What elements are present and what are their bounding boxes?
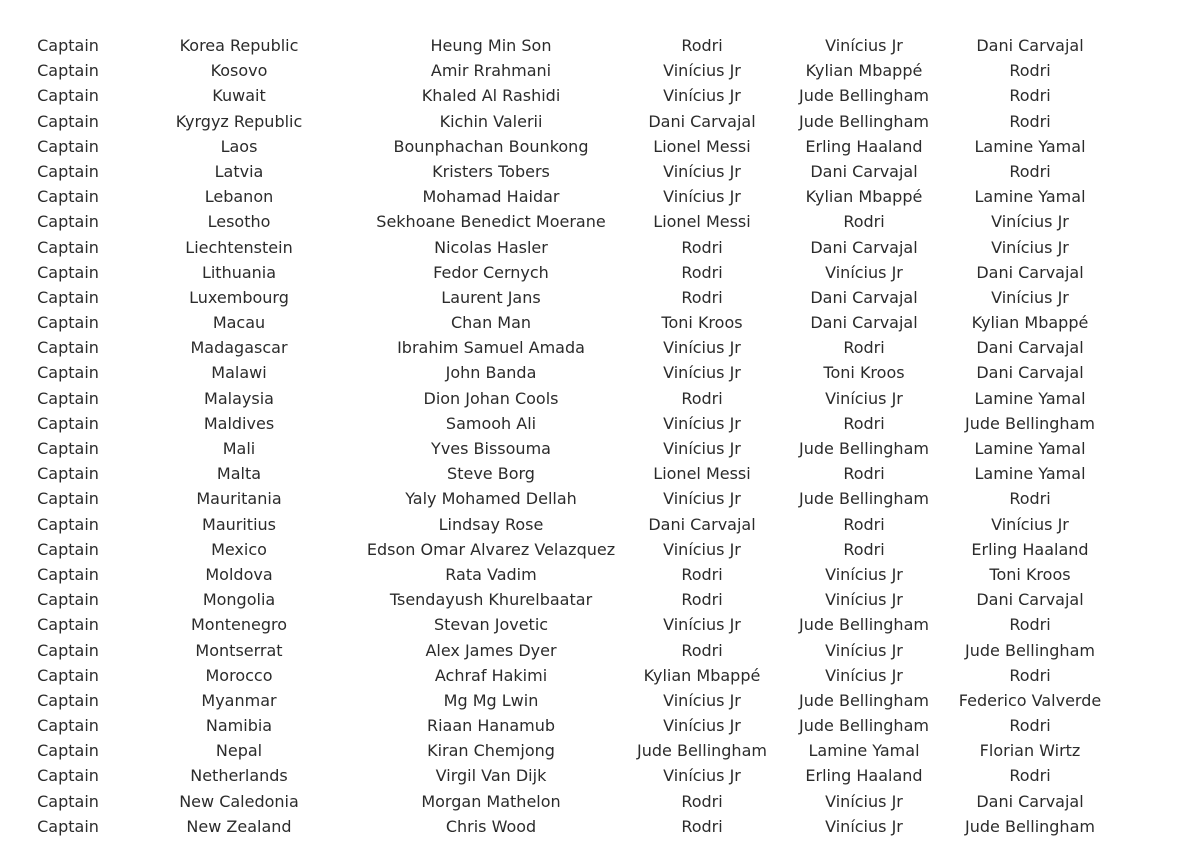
table-row xyxy=(0,260,1200,285)
first-choice-cell: Vinícius Jr xyxy=(663,716,741,736)
voter-name-cell: Riaan Hanamub xyxy=(426,716,556,736)
country-cell: Liechtenstein xyxy=(185,237,293,257)
voter-name-cell: Ibrahim Samuel Amada xyxy=(397,338,585,358)
second-choice-cell: Rodri xyxy=(843,464,885,484)
country-cell: Latvia xyxy=(214,161,264,181)
country-cell: Mongolia xyxy=(202,590,276,610)
voter-name-cell: Mohamad Haidar xyxy=(422,187,560,207)
first-choice-cell: Vinícius Jr xyxy=(663,413,741,433)
table-row xyxy=(0,134,1200,159)
first-choice-cell: Vinícius Jr xyxy=(663,61,741,81)
country-cell: Lesotho xyxy=(207,212,271,232)
first-choice-cell: Lionel Messi xyxy=(653,464,751,484)
first-choice-cell: Vinícius Jr xyxy=(663,690,741,710)
country-cell: Kyrgyz Republic xyxy=(175,111,303,131)
role-cell: Captain xyxy=(37,262,99,282)
third-choice-cell: Rodri xyxy=(1009,665,1051,685)
second-choice-cell: Jude Bellingham xyxy=(799,111,929,131)
third-choice-cell: Lamine Yamal xyxy=(974,439,1086,458)
table-row xyxy=(0,83,1200,108)
second-choice-cell: Dani Carvajal xyxy=(810,313,918,333)
voter-name-cell: Chris Wood xyxy=(445,816,537,836)
first-choice-cell: Dani Carvajal xyxy=(648,111,756,131)
table-row xyxy=(0,486,1200,511)
first-choice-cell: Vinícius Jr xyxy=(663,439,741,458)
role-cell: Captain xyxy=(37,741,99,761)
first-choice-cell: Rodri xyxy=(681,388,723,408)
third-choice-cell: Rodri xyxy=(1009,86,1051,106)
voter-name-cell: Mg Mg Lwin xyxy=(443,690,539,710)
table-row xyxy=(0,512,1200,537)
role-cell: Captain xyxy=(37,464,99,484)
first-choice-cell: Rodri xyxy=(681,640,723,660)
voter-name-cell: John Banda xyxy=(445,363,537,383)
voter-name-cell: Kichin Valerii xyxy=(439,111,543,131)
second-choice-cell: Erling Haaland xyxy=(805,766,923,786)
second-choice-cell: Vinícius Jr xyxy=(825,816,903,836)
third-choice-cell: Erling Haaland xyxy=(971,539,1089,559)
third-choice-cell: Toni Kroos xyxy=(989,564,1071,584)
country-cell: Macau xyxy=(212,313,266,333)
country-cell: Namibia xyxy=(205,716,273,736)
second-choice-cell: Jude Bellingham xyxy=(799,86,929,106)
second-choice-cell: Dani Carvajal xyxy=(810,237,918,257)
table-row xyxy=(0,209,1200,234)
second-choice-cell: Rodri xyxy=(843,539,885,559)
role-cell: Captain xyxy=(37,136,99,156)
country-cell: Nepal xyxy=(215,741,263,761)
country-cell: Madagascar xyxy=(190,338,288,358)
second-choice-cell: Lamine Yamal xyxy=(808,741,920,761)
first-choice-cell: Toni Kroos xyxy=(661,313,743,333)
second-choice-cell: Vinícius Jr xyxy=(825,791,903,811)
first-choice-cell: Lionel Messi xyxy=(653,212,751,232)
table-row xyxy=(0,184,1200,209)
table-row xyxy=(0,411,1200,436)
country-cell: Moldova xyxy=(205,564,273,584)
voter-name-cell: Virgil Van Dijk xyxy=(435,766,547,786)
table-row xyxy=(0,386,1200,411)
role-cell: Captain xyxy=(37,539,99,559)
second-choice-cell: Rodri xyxy=(843,338,885,358)
third-choice-cell: Dani Carvajal xyxy=(976,791,1084,811)
role-cell: Captain xyxy=(37,338,99,358)
second-choice-cell: Jude Bellingham xyxy=(799,439,929,458)
table-row xyxy=(0,663,1200,688)
third-choice-cell: Rodri xyxy=(1009,766,1051,786)
third-choice-cell: Rodri xyxy=(1009,716,1051,736)
role-cell: Captain xyxy=(37,36,99,55)
voting-table xyxy=(0,33,1200,839)
first-choice-cell: Vinícius Jr xyxy=(663,766,741,786)
voter-name-cell: Edson Omar Alvarez Velazquez xyxy=(366,539,616,559)
country-cell: Montenegro xyxy=(190,615,288,635)
country-cell: Mali xyxy=(222,439,256,458)
third-choice-cell: Vinícius Jr xyxy=(991,237,1069,257)
second-choice-cell: Vinícius Jr xyxy=(825,665,903,685)
first-choice-cell: Vinícius Jr xyxy=(663,86,741,106)
role-cell: Captain xyxy=(37,489,99,509)
country-cell: Lithuania xyxy=(201,262,277,282)
country-cell: New Zealand xyxy=(186,816,292,836)
third-choice-cell: Florian Wirtz xyxy=(979,741,1081,761)
third-choice-cell: Dani Carvajal xyxy=(976,338,1084,358)
third-choice-cell: Rodri xyxy=(1009,489,1051,509)
table-row xyxy=(0,335,1200,360)
country-cell: Kosovo xyxy=(210,61,268,81)
table-row xyxy=(0,461,1200,486)
second-choice-cell: Vinícius Jr xyxy=(825,640,903,660)
role-cell: Captain xyxy=(37,413,99,433)
third-choice-cell: Vinícius Jr xyxy=(991,514,1069,534)
role-cell: Captain xyxy=(37,313,99,333)
voter-name-cell: Dion Johan Cools xyxy=(423,388,559,408)
second-choice-cell: Erling Haaland xyxy=(805,136,923,156)
role-cell: Captain xyxy=(37,564,99,584)
country-cell: Laos xyxy=(220,136,258,156)
table-row xyxy=(0,638,1200,663)
table-row xyxy=(0,738,1200,763)
table-row xyxy=(0,713,1200,738)
table-row xyxy=(0,436,1200,461)
second-choice-cell: Vinícius Jr xyxy=(825,36,903,55)
first-choice-cell: Vinícius Jr xyxy=(663,539,741,559)
first-choice-cell: Rodri xyxy=(681,816,723,836)
role-cell: Captain xyxy=(37,363,99,383)
role-cell: Captain xyxy=(37,690,99,710)
first-choice-cell: Rodri xyxy=(681,564,723,584)
first-choice-cell: Rodri xyxy=(681,590,723,610)
first-choice-cell: Vinícius Jr xyxy=(663,187,741,207)
voter-name-cell: Yves Bissouma xyxy=(431,439,551,458)
second-choice-cell: Jude Bellingham xyxy=(799,615,929,635)
first-choice-cell: Rodri xyxy=(681,791,723,811)
role-cell: Captain xyxy=(37,212,99,232)
voter-name-cell: Laurent Jans xyxy=(441,287,541,307)
third-choice-cell: Dani Carvajal xyxy=(976,590,1084,610)
table-row xyxy=(0,688,1200,713)
voter-name-cell: Tsendayush Khurelbaatar xyxy=(389,590,593,610)
role-cell: Captain xyxy=(37,237,99,257)
second-choice-cell: Jude Bellingham xyxy=(799,716,929,736)
role-cell: Captain xyxy=(37,716,99,736)
table-row xyxy=(0,763,1200,788)
role-cell: Captain xyxy=(37,615,99,635)
first-choice-cell: Rodri xyxy=(681,262,723,282)
first-choice-cell: Rodri xyxy=(681,36,723,55)
table-row xyxy=(0,285,1200,310)
role-cell: Captain xyxy=(37,766,99,786)
role-cell: Captain xyxy=(37,791,99,811)
country-cell: Luxembourg xyxy=(189,287,289,307)
role-cell: Captain xyxy=(37,187,99,207)
second-choice-cell: Rodri xyxy=(843,413,885,433)
third-choice-cell: Lamine Yamal xyxy=(974,464,1086,484)
table-row xyxy=(0,235,1200,260)
voter-name-cell: Lindsay Rose xyxy=(438,514,544,534)
table-row xyxy=(0,537,1200,562)
role-cell: Captain xyxy=(37,514,99,534)
table-row xyxy=(0,562,1200,587)
third-choice-cell: Lamine Yamal xyxy=(974,187,1086,207)
table-row xyxy=(0,58,1200,83)
third-choice-cell: Vinícius Jr xyxy=(991,212,1069,232)
voter-name-cell: Amir Rrahmani xyxy=(430,61,552,81)
third-choice-cell: Rodri xyxy=(1009,161,1051,181)
voter-name-cell: Morgan Mathelon xyxy=(421,791,561,811)
country-cell: Mauritius xyxy=(202,514,276,534)
country-cell: Korea Republic xyxy=(179,36,299,55)
first-choice-cell: Rodri xyxy=(681,287,723,307)
role-cell: Captain xyxy=(37,287,99,307)
third-choice-cell: Rodri xyxy=(1009,615,1051,635)
voter-name-cell: Khaled Al Rashidi xyxy=(421,86,561,106)
country-cell: Myanmar xyxy=(201,690,277,710)
voter-name-cell: Bounphachan Bounkong xyxy=(393,136,589,156)
third-choice-cell: Dani Carvajal xyxy=(976,262,1084,282)
role-cell: Captain xyxy=(37,86,99,106)
role-cell: Captain xyxy=(37,665,99,685)
role-cell: Captain xyxy=(37,816,99,836)
voter-name-cell: Yaly Mohamed Dellah xyxy=(405,489,577,509)
first-choice-cell: Vinícius Jr xyxy=(663,615,741,635)
voter-name-cell: Alex James Dyer xyxy=(425,640,557,660)
voter-name-cell: Fedor Cernych xyxy=(433,262,549,282)
second-choice-cell: Kylian Mbappé xyxy=(805,187,923,207)
first-choice-cell: Vinícius Jr xyxy=(663,489,741,509)
voter-name-cell: Kristers Tobers xyxy=(432,161,550,181)
country-cell: Lebanon xyxy=(204,187,274,207)
voter-name-cell: Steve Borg xyxy=(447,464,535,484)
country-cell: New Caledonia xyxy=(179,791,299,811)
voter-name-cell: Rata Vadim xyxy=(445,564,537,584)
third-choice-cell: Lamine Yamal xyxy=(974,136,1086,156)
second-choice-cell: Kylian Mbappé xyxy=(805,61,923,81)
role-cell: Captain xyxy=(37,439,99,458)
voter-name-cell: Stevan Jovetic xyxy=(433,615,549,635)
country-cell: Mexico xyxy=(211,539,267,559)
third-choice-cell: Jude Bellingham xyxy=(965,413,1095,433)
second-choice-cell: Rodri xyxy=(843,212,885,232)
country-cell: Kuwait xyxy=(212,86,266,106)
voter-name-cell: Samooh Ali xyxy=(445,413,537,433)
country-cell: Malaysia xyxy=(204,388,274,408)
second-choice-cell: Vinícius Jr xyxy=(825,262,903,282)
first-choice-cell: Vinícius Jr xyxy=(663,363,741,383)
third-choice-cell: Jude Bellingham xyxy=(965,640,1095,660)
table-row xyxy=(0,587,1200,612)
second-choice-cell: Vinícius Jr xyxy=(825,564,903,584)
country-cell: Maldives xyxy=(203,413,275,433)
voter-name-cell: Chan Man xyxy=(450,313,532,333)
table-row xyxy=(0,33,1200,58)
role-cell: Captain xyxy=(37,161,99,181)
role-cell: Captain xyxy=(37,111,99,131)
voter-name-cell: Sekhoane Benedict Moerane xyxy=(376,212,606,232)
first-choice-cell: Vinícius Jr xyxy=(663,161,741,181)
role-cell: Captain xyxy=(37,388,99,408)
country-cell: Mauritania xyxy=(196,489,282,509)
table-row xyxy=(0,612,1200,637)
voter-name-cell: Heung Min Son xyxy=(430,36,552,55)
second-choice-cell: Vinícius Jr xyxy=(825,590,903,610)
first-choice-cell: Jude Bellingham xyxy=(637,741,767,761)
first-choice-cell: Dani Carvajal xyxy=(648,514,756,534)
third-choice-cell: Kylian Mbappé xyxy=(971,313,1089,333)
country-cell: Morocco xyxy=(205,665,273,685)
third-choice-cell: Dani Carvajal xyxy=(976,36,1084,55)
third-choice-cell: Rodri xyxy=(1009,61,1051,81)
third-choice-cell: Dani Carvajal xyxy=(976,363,1084,383)
table-row xyxy=(0,109,1200,134)
third-choice-cell: Jude Bellingham xyxy=(965,816,1095,836)
first-choice-cell: Kylian Mbappé xyxy=(643,665,761,685)
second-choice-cell: Jude Bellingham xyxy=(799,489,929,509)
second-choice-cell: Jude Bellingham xyxy=(799,690,929,710)
second-choice-cell: Rodri xyxy=(843,514,885,534)
voter-name-cell: Nicolas Hasler xyxy=(434,237,548,257)
first-choice-cell: Rodri xyxy=(681,237,723,257)
table-row xyxy=(0,310,1200,335)
country-cell: Netherlands xyxy=(190,766,288,786)
third-choice-cell: Federico Valverde xyxy=(958,690,1102,710)
second-choice-cell: Toni Kroos xyxy=(823,363,905,383)
second-choice-cell: Vinícius Jr xyxy=(825,388,903,408)
third-choice-cell: Lamine Yamal xyxy=(974,388,1086,408)
country-cell: Malawi xyxy=(211,363,267,383)
role-cell: Captain xyxy=(37,640,99,660)
voter-name-cell: Achraf Hakimi xyxy=(434,665,548,685)
first-choice-cell: Lionel Messi xyxy=(653,136,751,156)
table-row xyxy=(0,789,1200,814)
first-choice-cell: Vinícius Jr xyxy=(663,338,741,358)
role-cell: Captain xyxy=(37,61,99,81)
second-choice-cell: Dani Carvajal xyxy=(810,287,918,307)
country-cell: Montserrat xyxy=(195,640,283,660)
voter-name-cell: Kiran Chemjong xyxy=(427,741,555,761)
third-choice-cell: Rodri xyxy=(1009,111,1051,131)
third-choice-cell: Vinícius Jr xyxy=(991,287,1069,307)
table-row xyxy=(0,814,1200,839)
role-cell: Captain xyxy=(37,590,99,610)
table-row xyxy=(0,360,1200,385)
second-choice-cell: Dani Carvajal xyxy=(810,161,918,181)
country-cell: Malta xyxy=(216,464,262,484)
table-row xyxy=(0,159,1200,184)
